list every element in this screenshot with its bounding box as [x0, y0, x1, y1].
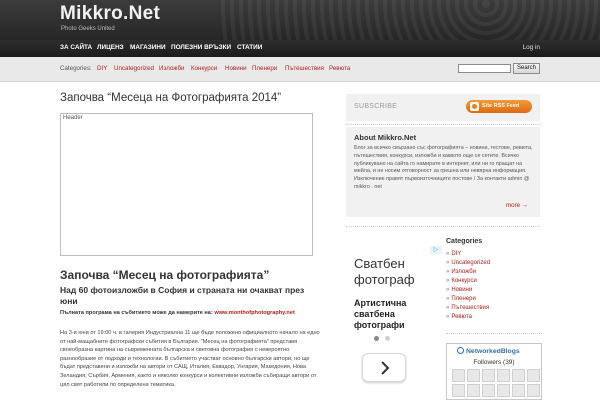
search-button[interactable]: Search: [513, 63, 540, 74]
header-background-pattern: [220, 0, 600, 40]
sidebar-category-plein-air[interactable]: » Пленери: [446, 296, 476, 302]
sidebar-divider: [346, 226, 540, 227]
follower-avatar[interactable]: [497, 384, 510, 397]
nav-item-articles[interactable]: СТАТИИ: [237, 44, 263, 51]
post-subheading: Над 60 фотоизложби в София и страната ни очакват през юни: [60, 285, 305, 306]
follower-avatar[interactable]: [527, 384, 540, 397]
about-panel: [346, 127, 540, 217]
header-placeholder-label: Header: [63, 115, 83, 121]
follower-avatar[interactable]: [467, 384, 480, 397]
category-link-exhibitions[interactable]: Изложби: [159, 65, 185, 72]
categories-label: Categories:: [60, 65, 92, 72]
sidebar-category-exhibitions[interactable]: » Изложби: [446, 269, 476, 275]
nav-item-license[interactable]: ЛИЦЕНЗ: [97, 44, 124, 51]
followers-grid: [452, 369, 538, 399]
rss-button-label: Site RSS Feed: [482, 103, 520, 109]
category-link-diy[interactable]: DIY: [97, 65, 108, 72]
ad-title[interactable]: Сватбен фотограф: [354, 256, 415, 287]
categories-bar: [0, 57, 600, 82]
site-header: [0, 0, 600, 40]
about-text: Блог за всичко свързано със фотографията – новини, тестове, ревюта, пътешествия, конкурси, изложби и каквото още се сетите. Всичко публикувано на сайта го намирате в интернет, или ни го пращат на мейла, и не носим отговорност за грешна или невярна информация. Изключение правят първоизточниците постове / За контакти admin @ mikkro . net: [354, 145, 533, 190]
follower-avatar[interactable]: [452, 369, 465, 382]
search-input[interactable]: [458, 64, 511, 73]
post-program-line: [60, 310, 295, 316]
login-link[interactable]: Log in: [522, 44, 540, 51]
chevron-right-icon: [378, 361, 392, 375]
follower-avatar[interactable]: [452, 384, 465, 397]
sidebar-category-travel[interactable]: » Пътешествия: [446, 305, 489, 311]
nav-item-useful-links[interactable]: ПОЛЕЗНИ ВРЪЗКИ: [171, 44, 232, 51]
networked-blogs-logo-b: Blogs: [500, 348, 520, 355]
category-link-plein-air[interactable]: Пленери: [252, 65, 278, 72]
nav-item-shops[interactable]: МАГАЗИНИ: [130, 44, 166, 51]
post-body-text: На 3-и юни от 19:00 ч. в галерия Индустриална 11 ще бъде положено официалното начало на едно от най-мащабните фотографски събития в България. "Месец на фотографията" представя своеобразна картина на съвременната българска и световна фотография с невероятно разнообразие от подходи и технологии. В събитието участват основно български автори, но ще бъдат представени и изложби на автори от САЩ, Италия, Еквадор, Унгария, Македония, Нова Зеландия, Сърбия, Армения, както и няколко конкурси и колективни изложби събиращи автори от цял свят работили по определена тематика.: [60, 330, 320, 388]
category-link-reviews[interactable]: Ревюта: [329, 65, 351, 72]
post-program-text: Пълната програма на събитието може да намерите на:: [60, 310, 215, 316]
sidebar-category-uncategorized[interactable]: » Uncategorized: [446, 260, 490, 266]
follower-avatar[interactable]: [467, 369, 480, 382]
followers-count[interactable]: Followers (39): [473, 359, 515, 366]
networked-blogs-icon: [457, 347, 464, 354]
site-tagline: Photo Geeks United: [61, 26, 115, 32]
category-link-uncategorized[interactable]: Uncategorized: [114, 65, 154, 72]
rss-feed-button[interactable]: [466, 100, 532, 113]
post-heading: Започва “Месец на фотографията”: [60, 268, 270, 282]
ad-carousel-dot-active[interactable]: [374, 336, 379, 341]
main-nav: [0, 40, 600, 57]
category-link-news[interactable]: Новини: [225, 65, 247, 72]
networked-blogs-logo-a: Networked: [466, 348, 501, 355]
ad-subtitle[interactable]: Артистична сватбена фотографи: [354, 298, 407, 330]
sidebar-category-reviews[interactable]: » Ревюта: [446, 314, 472, 320]
subscribe-title: SUBSCRIBE: [354, 103, 398, 110]
sidebar-divider: [446, 333, 542, 334]
follower-avatar[interactable]: [482, 369, 495, 382]
ad-next-button[interactable]: [362, 353, 406, 382]
ad-info-icon[interactable]: ▷: [430, 246, 442, 254]
category-link-contests[interactable]: Конкурси: [191, 65, 218, 72]
networked-blogs-widget: [446, 343, 542, 400]
subscribe-panel: [346, 94, 540, 121]
header-image-placeholder: [60, 113, 313, 256]
sidebar-category-diy[interactable]: » DIY: [446, 251, 461, 257]
follower-avatar[interactable]: [482, 384, 495, 397]
follower-avatar[interactable]: [512, 384, 525, 397]
post-title[interactable]: Започва “Месеца на Фотографията 2014”: [60, 92, 282, 104]
sidebar-category-news[interactable]: » Новини: [446, 287, 472, 293]
networked-blogs-logo[interactable]: [457, 347, 520, 355]
site-title[interactable]: Mikkro.Net: [60, 3, 161, 24]
sidebar-category-contests[interactable]: » Конкурси: [446, 278, 477, 284]
follower-avatar[interactable]: [527, 369, 540, 382]
program-link[interactable]: www.monthofphotography.net: [214, 310, 295, 316]
ad-banner[interactable]: [346, 244, 442, 334]
follower-avatar[interactable]: [512, 369, 525, 382]
ad-carousel-dot[interactable]: [385, 336, 390, 341]
follower-avatar[interactable]: [497, 369, 510, 382]
rss-icon: [470, 102, 479, 111]
sidebar-divider: [346, 124, 540, 125]
about-more-link[interactable]: more →: [505, 202, 528, 209]
categories-widget-title: Categories: [446, 238, 483, 245]
category-link-travel[interactable]: Пътешествия: [285, 65, 324, 72]
about-title: About Mikkro.Net: [354, 133, 417, 142]
nav-item-about[interactable]: ЗА САЙТА: [60, 44, 93, 51]
